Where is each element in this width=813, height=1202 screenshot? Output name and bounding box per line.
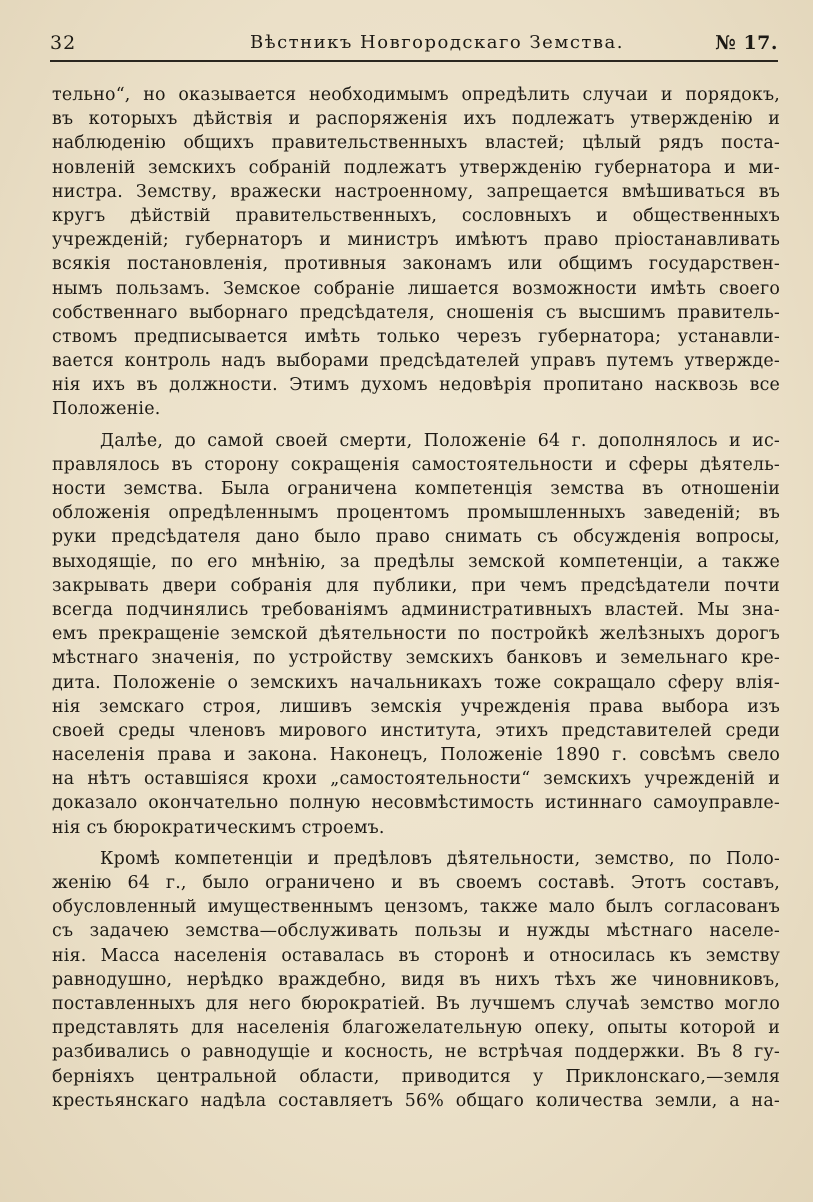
text-line: всякія постановленія, противныя законамъ или общимъ государствен- <box>52 254 780 275</box>
text-line: берніяхъ центральной области, приводится у Приклонскаго,—земля <box>52 1066 780 1087</box>
text-line: равнодушно, нерѣдко враждебно, видя въ нихъ тѣхъ же чиновниковъ, <box>52 969 780 990</box>
text-line: нымъ пользамъ. Земское собраніе лишается возможности имѣть своего <box>52 278 780 299</box>
text-line: въ которыхъ дѣйствія и распоряженія ихъ подлежатъ утвержденію и <box>52 109 780 130</box>
text-line: всегда подчинялись требованіямъ административныхъ властей. Мы зна- <box>52 599 780 620</box>
text-line: вается контроль надъ выборами предсѣдателей управъ путемъ утвержде- <box>52 351 780 372</box>
text-line: руки предсѣдателя дано было право снимать съ обсужденія вопросы, <box>52 527 780 548</box>
page-number: 32 <box>50 32 77 54</box>
text-line: женію 64 г., было ограничено и въ своемъ составѣ. Этотъ составъ, <box>52 873 780 893</box>
text-line: новленій земскихъ собраній подлежатъ утвержденію губернатора и ми- <box>52 157 780 178</box>
body-text <box>52 83 780 1113</box>
text-line: разбивались о равнодущіе и косность, не встрѣчая поддержки. Въ 8 гу- <box>52 1042 780 1063</box>
text-line: Положеніе. <box>52 399 161 420</box>
running-header <box>50 30 778 62</box>
text-line: выходящіе, по его мнѣнію, за предѣлы земской компетенціи, а также <box>52 551 780 572</box>
text-line: ствомъ предписывается имѣть только черезъ губернатора; устанавли- <box>52 326 780 347</box>
text-line: мѣстнаго значенія, по устройству земскихъ банковъ и земельнаго кре- <box>52 648 780 669</box>
paragraph-gap <box>52 422 780 429</box>
text-line: собственнаго выборнаго предсѣдателя, сношенія съ высшимъ правитель- <box>52 302 780 323</box>
text-line: на нѣтъ оставшіяся крохи „самостоятельности“ земскихъ учрежденій и <box>52 769 780 790</box>
text-line: наблюденію общихъ правительственныхъ властей; цѣлый рядъ поста- <box>52 133 780 154</box>
paragraph-gap <box>52 840 780 847</box>
text-line: кругъ дѣйствій правительственныхъ, сословныхъ и общественныхъ <box>52 205 780 226</box>
text-line: нія съ бюрократическимъ строемъ. <box>52 817 385 838</box>
text-line: населенія права и закона. Наконецъ, Положеніе 1890 г. совсѣмъ свело <box>52 745 780 766</box>
text-line: закрывать двери собранія для публики, при чемъ предсѣдатели почти <box>52 575 780 596</box>
paragraph <box>52 847 780 1113</box>
text-line: Далѣе, до самой своей смерти, Положеніе 64 г. дополнялось и ис- <box>100 430 780 451</box>
text-line: обложенія опредѣленнымъ процентомъ промышленныхъ заведеній; въ <box>52 503 780 524</box>
text-line: дита. Положеніе о земскихъ начальникахъ тоже сокращало сферу влія- <box>52 672 780 693</box>
text-line: крестьянскаго надѣла составляетъ 56% общаго количества земли, а на- <box>52 1090 780 1111</box>
text-line: ности земства. Была ограничена компетенція земства въ отношеніи <box>52 479 780 499</box>
text-line: нія ихъ въ должности. Этимъ духомъ недовѣрія пропитано насквозь все <box>52 375 780 396</box>
text-line: тельно“, но оказывается необходимымъ опредѣлить случаи и порядокъ, <box>52 85 780 105</box>
text-line: учрежденій; губернаторъ и министръ имѣютъ право пріостанавливать <box>52 230 780 251</box>
text-line: своей среды членовъ мирового института, этихъ представителей среди <box>52 720 780 741</box>
running-title: Вѣстникъ Новгородскаго Земства. <box>250 32 624 53</box>
issue-number: № 17. <box>715 32 778 54</box>
text-line: нія. Масса населенія оставалась въ сторонѣ и относилась къ земству <box>52 945 780 966</box>
text-line: съ задачею земства—обслуживать пользы и нужды мѣстнаго населе- <box>52 921 780 942</box>
text-line: нистра. Земству, вражески настроенному, запрещается вмѣшиваться въ <box>52 181 780 202</box>
text-line: обусловленный имущественнымъ цензомъ, также мало былъ согласованъ <box>52 897 780 918</box>
text-line: представлять для населенія благожелательную опеку, опыты которой и <box>52 1018 780 1039</box>
paragraph <box>52 83 780 422</box>
paragraph <box>52 429 780 840</box>
text-line: правлялось въ сторону сокращенія самостоятельности и сферы дѣятель- <box>52 454 780 475</box>
text-line: поставленныхъ для него бюрократіей. Въ лучшемъ случаѣ земство могло <box>52 993 780 1014</box>
text-line: нія земскаго строя, лишивъ земскія учрежденія права выбора изъ <box>52 696 780 717</box>
text-line: Кромѣ компетенціи и предѣловъ дѣятельности, земство, по Поло- <box>100 848 780 869</box>
text-line: емъ прекращеніе земской дѣятельности по постройкѣ желѣзныхъ дорогъ <box>52 624 780 645</box>
text-line: доказало окончательно полную несовмѣстимость истиннаго самоуправле- <box>52 793 780 814</box>
